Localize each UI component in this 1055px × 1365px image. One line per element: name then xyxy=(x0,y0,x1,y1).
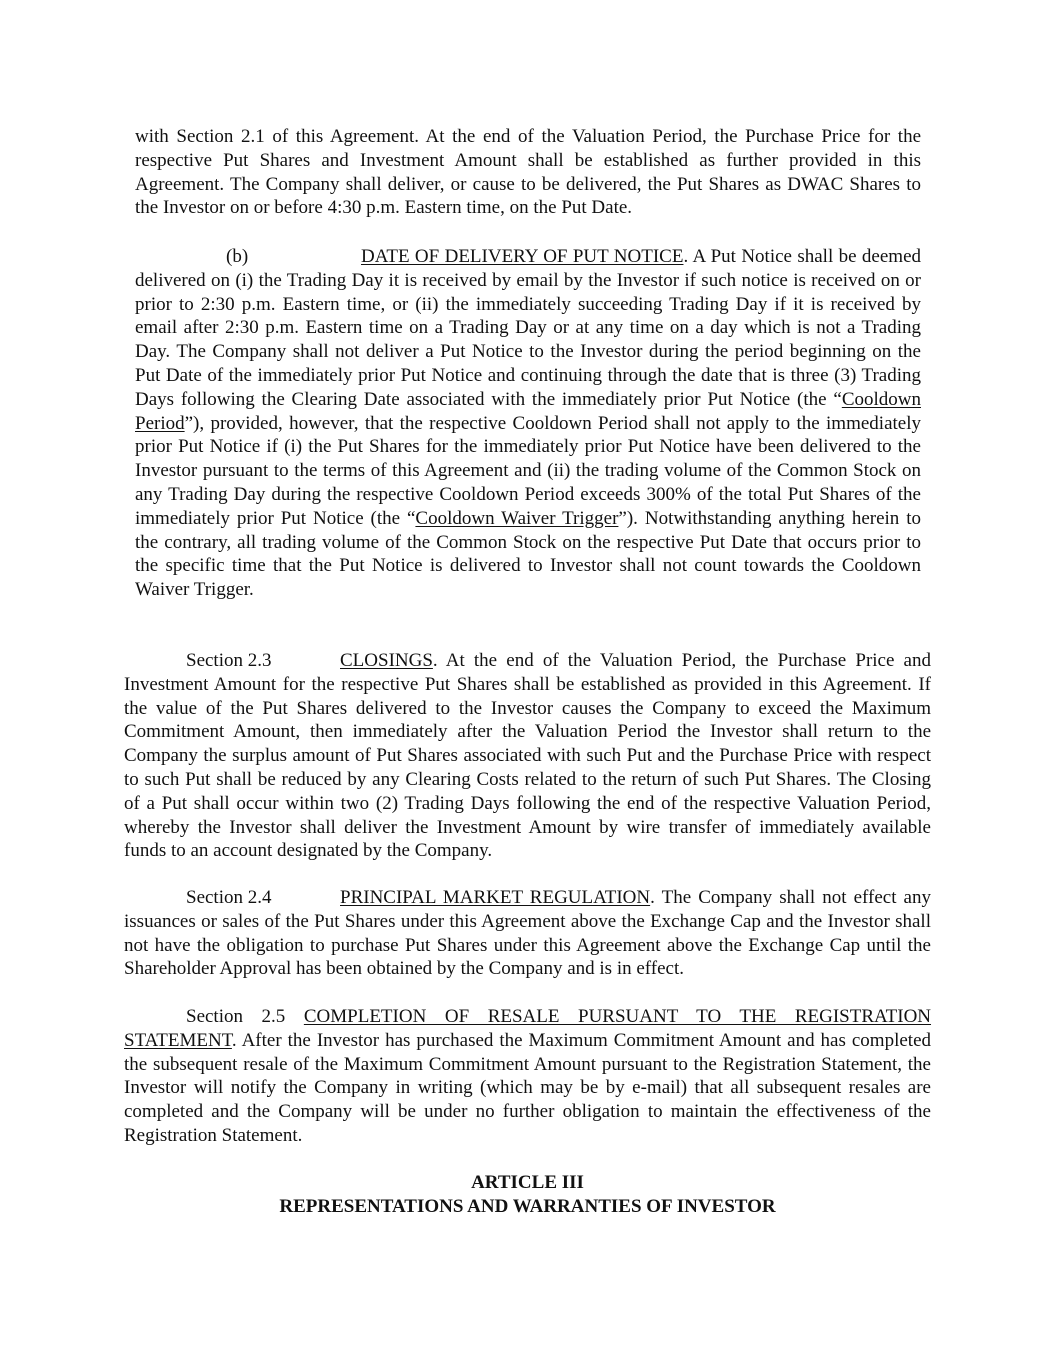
section-heading: CLOSINGS xyxy=(340,650,433,671)
paragraph-text: ”). Notwithstanding anything herein to the contrary, all trading volume of the Common Stock on the respective Put Date that occurs prior to the specific time that the Put Notice is delivered to Investor shall not count towards the Cooldown Waiver Trigger. xyxy=(135,507,921,601)
section-text: . The Company shall not effect any issuances or sales of the Put Shares under this Agreement above the Exchange Cap and the Investor shall not have the obligation to purchase Put Shares under this Agreement above the Exchange Cap until the Shareholder Approval has been obtained by the Company and is in effect. xyxy=(124,887,931,980)
section-heading: PRINCIPAL MARKET REGULATION xyxy=(340,887,651,908)
subsection-label: (b) xyxy=(226,246,249,267)
section-2-3-closings xyxy=(124,649,931,863)
article-title: REPRESENTATIONS AND WARRANTIES OF INVESTOR xyxy=(279,1195,776,1217)
section-heading: COMPLETION OF RESALE PURSUANT TO THE REGISTRATION STATEMENT xyxy=(124,1006,932,1051)
section-text: . After the Investor has purchased the Maximum Commitment Amount and has completed the subsequent resale of the Maximum Commitment Amount pursuant to the Registration Statement, the Investor will notify the Company in writing (which may be by e-mail) that all subsequent resales are completed and the Company will be under no further obligation to maintain the effectiveness of the Registration Statement. xyxy=(124,1029,931,1146)
defined-term-cooldown-waiver-trigger: Cooldown Waiver Trigger xyxy=(415,507,619,529)
section-2-5-completion-of-resale xyxy=(124,1005,931,1148)
defined-term-cooldown-period: Cooldown Period xyxy=(135,388,921,434)
article-number: ARTICLE III xyxy=(471,1172,584,1193)
subsection-heading: DATE OF DELIVERY OF PUT NOTICE xyxy=(361,246,684,267)
paragraph-text: ”), provided, however, that the respective Cooldown Period shall not apply to the immediately prior Put Notice if (i) the Put Shares for the immediately prior Put Notice have been delivered to the Investor pursuant to the terms of this Agreement and (ii) the trading volume of the Common Stock on any Trading Day during the respective Cooldown Period exceeds 300% of the total Put Shares of the immediately prior Put Notice (the “ xyxy=(135,412,921,529)
paragraph-text: . A Put Notice shall be deemed delivered on (i) the Trading Day it is received by email by the Investor if such notice is received on or prior to 2:30 p.m. Eastern time, or (ii) the immediately succeeding Trading Day if it is received by email after 2:30 p.m. Eastern time on a Trading Day or at any time on a day which is not a Trading Day. The Company shall not deliver a Put Notice to the Investor during the period beginning on the Put Date of the immediately prior Put Notice and continuing through the date that is three (3) Trading Days following the Clearing Date associated with the immediately prior Put Notice (the “ xyxy=(135,246,922,410)
article-heading xyxy=(124,1171,931,1219)
paragraph-date-of-delivery xyxy=(135,245,921,602)
section-2-4-principal-market-regulation xyxy=(124,886,931,981)
section-text: . At the end of the Valuation Period, the Purchase Price and Investment Amount for the respective Put Shares shall be established as provided in this Agreement. If the value of the Put Shares delivered to the Investor causes the Company to exceed the Maximum Commitment Amount, then immediately after the Valuation Period the Investor shall return to the Company the surplus amount of Put Shares associated with such Put and the Purchase Price with respect to such Put shall be reduced by any Clearing Costs related to the return of such Put Shares. The Closing of a Put shall occur within two (2) Trading Days following the end of the respective Valuation Period, whereby the Investor shall deliver the Investment Amount by wire transfer of immediately available funds to an account designated by the Company. xyxy=(124,650,931,862)
paragraph-continuation xyxy=(135,125,921,220)
section-number: Section 2.5 xyxy=(186,1006,286,1027)
section-number: Section 2.3 xyxy=(186,650,272,671)
paragraph-text: with Section 2.1 of this Agreement. At the end of the Valuation Period, the Purchase Price for the respective Put Shares and Investment Amount shall be established as further provided in this Agreement. The Company shall deliver, or cause to be delivered, the Put Shares as DWAC Shares to the Investor on or before 4:30 p.m. Eastern time, on the Put Date. xyxy=(135,126,921,219)
section-number: Section 2.4 xyxy=(186,887,272,908)
